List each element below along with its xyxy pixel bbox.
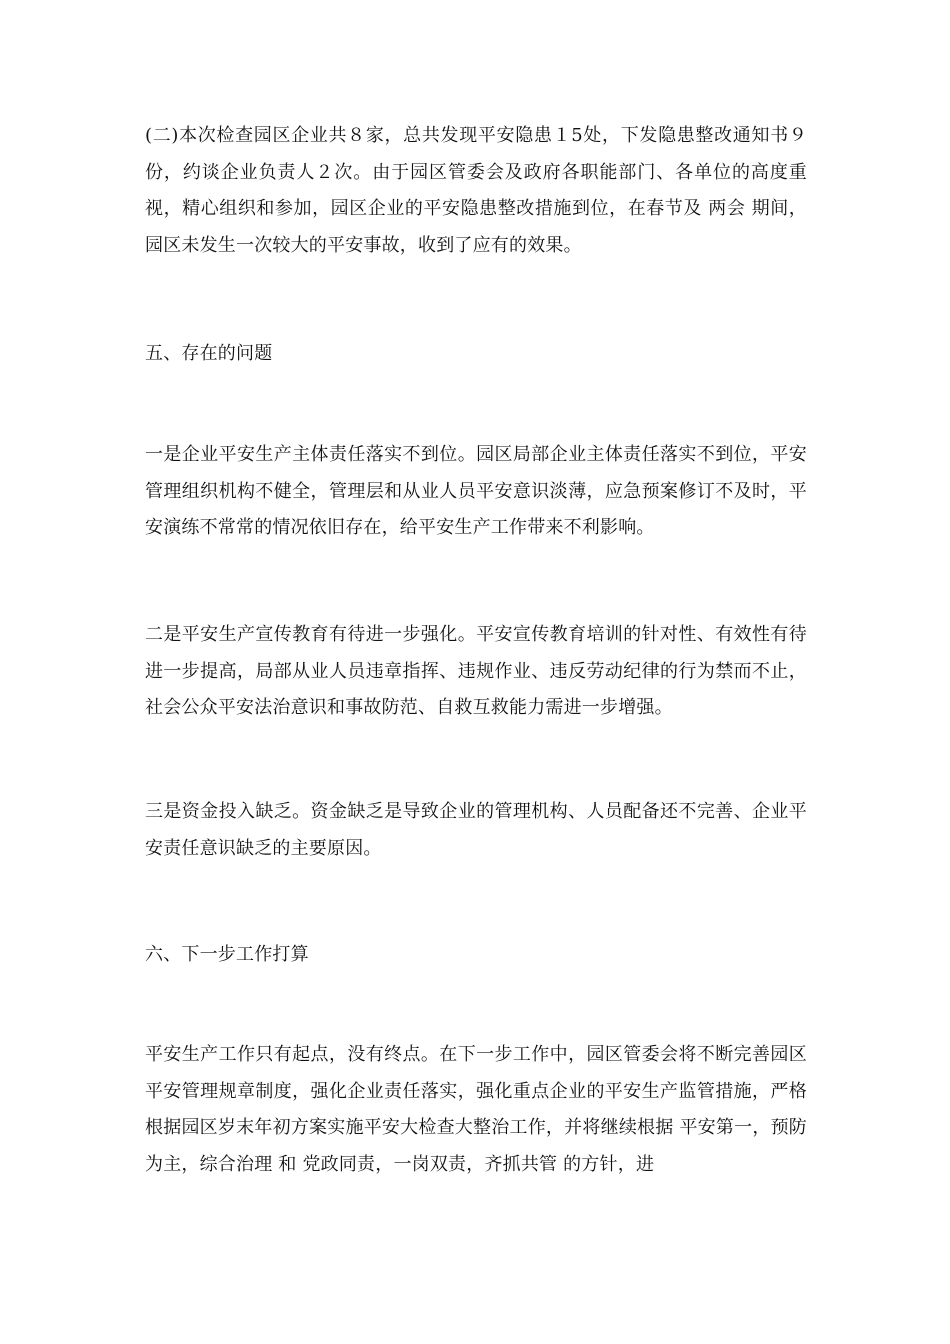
paragraph-next-steps: 平安生产工作只有起点，没有终点。在下一步工作中，园区管委会将不断完善园区平安管理规章制度，强化企业责任落实，强化重点企业的平安生产监管措施，严格根据园区岁末年初方案实施平安大检查大整治工作，并将继续根据 平安第一，预防为主，综合治理 和 党政同责，一岗双责，齐抓共管 的方针，进 [145, 1044, 807, 1175]
paragraph-problem-one: 一是企业平安生产主体责任落实不到位。园区局部企业主体责任落实不到位，平安管理组织机构不健全，管理层和从业人员平安意识淡薄，应急预案修订不及时，平安演练不常常的情况依旧存在，给平安生产工作带来不利影响。 [145, 444, 807, 538]
paragraph-problem-three: 三是资金投入缺乏。资金缺乏是导致企业的管理机构、人员配备还不完善、企业平安责任意识缺乏的主要原因。 [145, 801, 807, 859]
section-heading-existing-problems: 五、存在的问题 [145, 343, 273, 364]
section-heading-next-steps: 六、下一步工作打算 [145, 944, 309, 965]
paragraph-inspection-results: (二)本次检查园区企业共８家，总共发现平安隐患１5处，下发隐患整改通知书９份，约谈企业负责人２次。由于园区管委会及政府各职能部门、各单位的高度重视，精心组织和参加，园区企业的平安隐患整改措施到位，在春节及 两会 期间，园区未发生一次较大的平安事故，收到了应有的效果。 [145, 125, 807, 256]
paragraph-problem-two: 二是平安生产宣传教育有待进一步强化。平安宣传教育培训的针对性、有效性有待进一步提高，局部从业人员违章指挥、违规作业、违反劳动纪律的行为禁而不止，社会公众平安法治意识和事故防范、自救互救能力需进一步增强。 [145, 624, 807, 718]
